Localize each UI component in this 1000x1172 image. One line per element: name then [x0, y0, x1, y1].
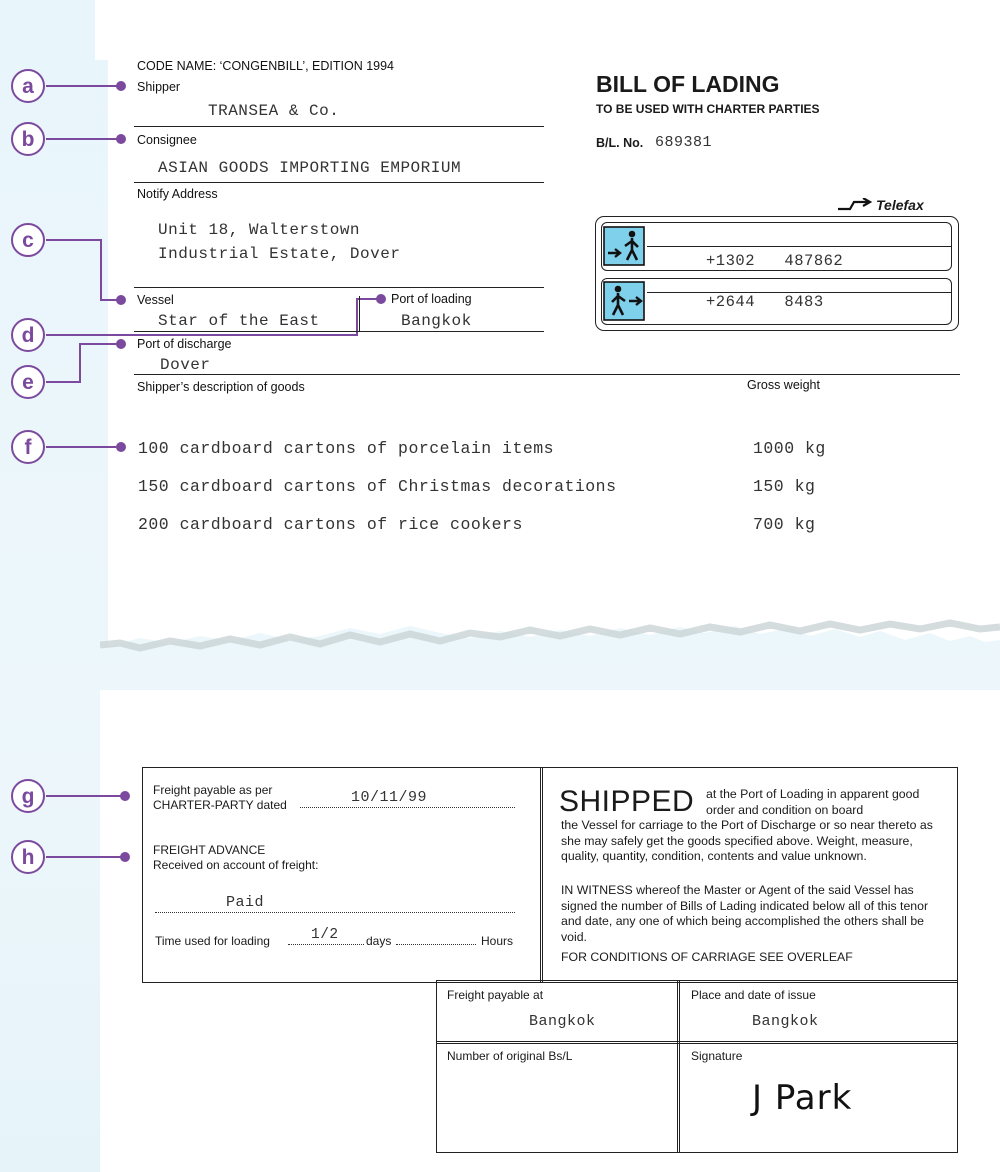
freight-payable-label-1: Freight payable as per	[153, 783, 273, 797]
place-date-value: Bangkok	[752, 1013, 819, 1030]
marker-d: d	[11, 318, 45, 352]
marker-b: b	[11, 122, 45, 156]
freight-payable-at-label: Freight payable at	[447, 988, 544, 1002]
port-of-discharge-label: Port of discharge	[137, 337, 232, 351]
days-label: days	[366, 934, 392, 948]
notify-label: Notify Address	[137, 187, 218, 201]
received-on-account-label: Received on account of freight:	[153, 858, 319, 872]
document-title: BILL OF LADING	[596, 71, 780, 97]
code-name: CODE NAME: ‘CONGENBILL’, EDITION 1994	[137, 59, 395, 73]
discharge-rule	[134, 374, 960, 375]
bl-number-label: B/L. No.	[596, 136, 644, 150]
goods-row-1-description: 100 cardboard cartons of porcelain items	[138, 439, 555, 458]
consignee-label: Consignee	[137, 133, 197, 147]
shipper-label: Shipper	[137, 80, 181, 94]
gross-weight-label: Gross weight	[747, 378, 820, 392]
notify-rule	[134, 287, 544, 288]
originals-label: Number of original Bs/L	[447, 1049, 573, 1063]
goods-row-2-weight: 150 kg	[753, 477, 816, 496]
freight-payable-label-2: CHARTER-PARTY dated	[153, 798, 287, 812]
witness-clause: IN WITNESS whereof the Master or Agent of the said Vessel has signed the number of Bills of Lading indicated below all of this tenor and date, any one of which being accomplished the others shall be void.	[561, 883, 929, 944]
marker-g: g	[11, 779, 45, 813]
marker-f: f	[11, 430, 45, 464]
telefax-row-1-rule	[647, 246, 952, 247]
consignee-rule	[134, 182, 544, 183]
telefax-arrow-icon	[838, 198, 874, 212]
shipped-first-lines: at the Port of Loading in apparent good order and condition on board	[706, 787, 920, 817]
notify-line-2: Industrial Estate, Dover	[158, 245, 401, 263]
freight-payable-at-value: Bangkok	[529, 1013, 596, 1030]
place-date-label: Place and date of issue	[691, 988, 816, 1002]
signature-label: Signature	[691, 1049, 743, 1063]
charter-date-value: 10/11/99	[351, 789, 428, 806]
time-used-label: Time used for loading	[155, 934, 270, 948]
consignee-value: ASIAN GOODS IMPORTING EMPORIUM	[158, 159, 462, 177]
shipped-heading: SHIPPED	[559, 785, 695, 818]
hours-label: Hours	[481, 934, 514, 948]
shipper-rule	[134, 126, 544, 127]
signature-value: J Park	[752, 1078, 853, 1118]
charter-date-line	[300, 807, 515, 808]
days-line	[396, 944, 476, 945]
vessel-value: Star of the East	[158, 312, 320, 330]
bl-number-value: 689381	[655, 134, 713, 151]
goods-row-2-description: 150 cardboard cartons of Christmas decorations	[138, 477, 617, 496]
marker-h: h	[11, 840, 45, 874]
goods-row-3-description: 200 cardboard cartons of rice cookers	[138, 515, 523, 534]
telefax-phone-1: +1302 487862	[706, 252, 844, 270]
exit-person-icon	[603, 226, 645, 266]
marker-a: a	[11, 69, 45, 103]
port-of-discharge-value: Dover	[160, 356, 211, 374]
entry-person-icon	[603, 281, 645, 321]
vessel-label: Vessel	[137, 293, 174, 307]
time-used-value: 1/2	[311, 927, 339, 943]
marker-e: e	[11, 365, 45, 399]
shipper-value: TRANSEA & Co.	[208, 102, 340, 120]
port-of-loading-label: Port of loading	[391, 292, 472, 306]
goods-row-1-weight: 1000 kg	[753, 439, 826, 458]
shipped-body: the Vessel for carriage to the Port of Discharge or so near thereto as she may safely get the goods specified above. Weight, measure, quality, quantity, condition, contents and value unknown.	[561, 818, 933, 863]
goods-description-label: Shipper’s description of goods	[137, 380, 305, 394]
time-used-line	[288, 944, 364, 945]
vessel-rule	[134, 331, 544, 332]
marker-c: c	[11, 223, 45, 257]
received-value: Paid	[226, 894, 265, 911]
goods-row-3-weight: 700 kg	[753, 515, 816, 534]
document-subtitle: TO BE USED WITH CHARTER PARTIES	[596, 102, 820, 116]
conditions-note: FOR CONDITIONS OF CARRIAGE SEE OVERLEAF	[561, 950, 853, 964]
received-line	[155, 912, 515, 913]
notify-line-1: Unit 18, Walterstown	[158, 221, 361, 239]
freight-advance-label: FREIGHT ADVANCE	[153, 843, 266, 857]
port-of-loading-value: Bangkok	[401, 312, 472, 330]
telefax-label: Telefax	[876, 197, 924, 213]
vessel-divider	[359, 296, 360, 332]
telefax-phone-2: +2644 8483	[706, 293, 824, 311]
